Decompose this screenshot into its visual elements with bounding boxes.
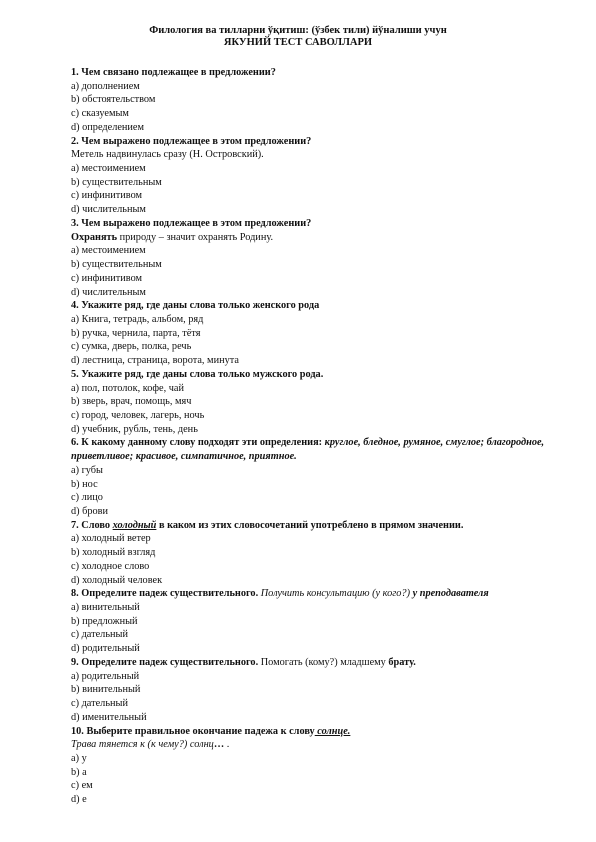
answer-option: a) дополнением xyxy=(71,80,140,92)
answer-option: d) брови xyxy=(71,506,109,517)
answer-option: c) город, человек, лагерь, ночь xyxy=(71,409,205,421)
question-title: 5. Укажите ряд, где даны слова только мужского рода. xyxy=(71,368,324,380)
answer-option: c) инфинитивом xyxy=(71,190,143,202)
answer-option: c) ем xyxy=(71,780,93,792)
answer-option: a) у xyxy=(71,752,87,764)
question-definitions: круглое, бледное, румяное, смуглое; благородное, приветливое; красивое, симпатичное, приятное. xyxy=(71,437,545,463)
answer-option: d) родительный xyxy=(71,643,140,655)
answer-option: a) местоимением xyxy=(71,163,146,175)
question-example-word: брату. xyxy=(388,656,416,668)
question-keyword: солнце. xyxy=(314,725,351,737)
question-title xyxy=(71,656,549,670)
question-title xyxy=(71,436,549,463)
question-8 xyxy=(71,587,549,656)
answer-option: d) учебник, рубль, тень, день xyxy=(71,423,198,435)
answer-option: a) губы xyxy=(71,464,103,476)
question-title-text: 8. Определите падеж существительного. xyxy=(71,588,259,600)
sentence-subject: Охранять xyxy=(71,231,118,243)
answer-option: a) холодный ветер xyxy=(71,533,151,545)
answer-option: b) предложный xyxy=(71,615,138,627)
question-4 xyxy=(71,299,549,368)
answer-option: a) винительный xyxy=(71,602,140,614)
answer-option: a) Книга, тетрадь, альбом, ряд xyxy=(71,313,204,325)
question-9 xyxy=(71,656,549,725)
question-example: Помогать (кому?) младшему xyxy=(258,656,389,668)
question-title: 1. Чем связано подлежащее в предложении? xyxy=(71,67,276,78)
question-title: 4. Укажите ряд, где даны слова только женского рода xyxy=(71,300,320,312)
question-6 xyxy=(71,436,549,518)
answer-option: c) холодное слово xyxy=(71,560,150,572)
sentence-rest: природу – значит охранять Родину. xyxy=(117,231,274,243)
question-title: 2. Чем выражено подлежащее в этом предложении? xyxy=(71,135,312,147)
question-title-text: 10. Выберите правильное окончание падежа к слову xyxy=(71,725,315,737)
answer-option: a) местоимением xyxy=(71,245,146,257)
sentence-tail: . xyxy=(224,739,230,751)
answer-option: b) нос xyxy=(71,478,98,490)
answer-option: c) инфинитивом xyxy=(71,272,143,284)
answer-option: c) дательный xyxy=(71,629,128,641)
question-example-answer: у преподавателя xyxy=(412,588,489,600)
question-title xyxy=(71,519,549,533)
question-example: Получить консультацию (у кого?) xyxy=(258,588,413,600)
header-subtitle: Филология ва тилларни ўқитиш: (ўзбек тили) йўналиши учун xyxy=(149,25,447,36)
answer-option: b) существительным xyxy=(71,259,162,271)
answer-option: d) именительный xyxy=(71,711,147,723)
answer-option: d) определением xyxy=(71,121,145,133)
question-title-post: в каком из этих словосочетаний употреблено в прямом значении. xyxy=(156,519,464,531)
question-sentence xyxy=(71,231,549,245)
sentence-text: Трава тянется к (к чему?) солнц xyxy=(71,739,214,751)
page-header xyxy=(0,25,596,49)
answer-option: b) а xyxy=(71,766,87,778)
answer-option: a) пол, потолок, кофе, чай xyxy=(71,382,184,394)
question-7 xyxy=(71,519,549,588)
question-3 xyxy=(71,217,549,299)
answer-option: b) холодный взгляд xyxy=(71,547,156,559)
answer-option: a) родительный xyxy=(71,670,140,682)
answer-option: d) числительным xyxy=(71,204,146,216)
question-sentence: Метель надвинулась сразу (Н. Островский). xyxy=(71,149,264,161)
question-title xyxy=(71,587,549,601)
questions-list xyxy=(71,66,549,807)
question-2 xyxy=(71,135,549,217)
question-title-pre: 7. Слово xyxy=(71,519,113,531)
question-1 xyxy=(71,66,549,135)
question-title: 3. Чем выражено подлежащее в этом предложении? xyxy=(71,217,312,229)
question-5 xyxy=(71,368,549,437)
answer-option: b) ручка, чернила, парта, тётя xyxy=(71,327,201,339)
question-title-text: 9. Определите падеж существительного. xyxy=(71,656,259,668)
answer-option: d) холодный человек xyxy=(71,574,163,586)
question-sentence xyxy=(71,738,549,752)
sentence-ellipsis: … xyxy=(213,739,225,751)
question-title xyxy=(71,725,549,739)
answer-option: b) существительным xyxy=(71,176,162,188)
answer-option: b) винительный xyxy=(71,684,141,696)
answer-option: c) лицо xyxy=(71,492,103,504)
question-keyword: холодный xyxy=(112,519,157,531)
answer-option: d) е xyxy=(71,794,87,806)
question-title-text: 6. К какому данному слову подходят эти определения: xyxy=(71,437,323,449)
answer-option: b) зверь, врач, помощь, мяч xyxy=(71,396,192,408)
answer-option: b) обстоятельством xyxy=(71,94,156,106)
answer-option: c) сумка, дверь, полка, речь xyxy=(71,341,192,353)
header-title: ЯКУНИЙ ТЕСТ САВОЛЛАРИ xyxy=(223,37,373,48)
answer-option: c) сказуемым xyxy=(71,108,129,120)
answer-option: d) лестница, страница, ворота, минута xyxy=(71,355,239,367)
answer-option: d) числительным xyxy=(71,286,146,298)
answer-option: c) дательный xyxy=(71,698,128,710)
question-10 xyxy=(71,725,549,807)
